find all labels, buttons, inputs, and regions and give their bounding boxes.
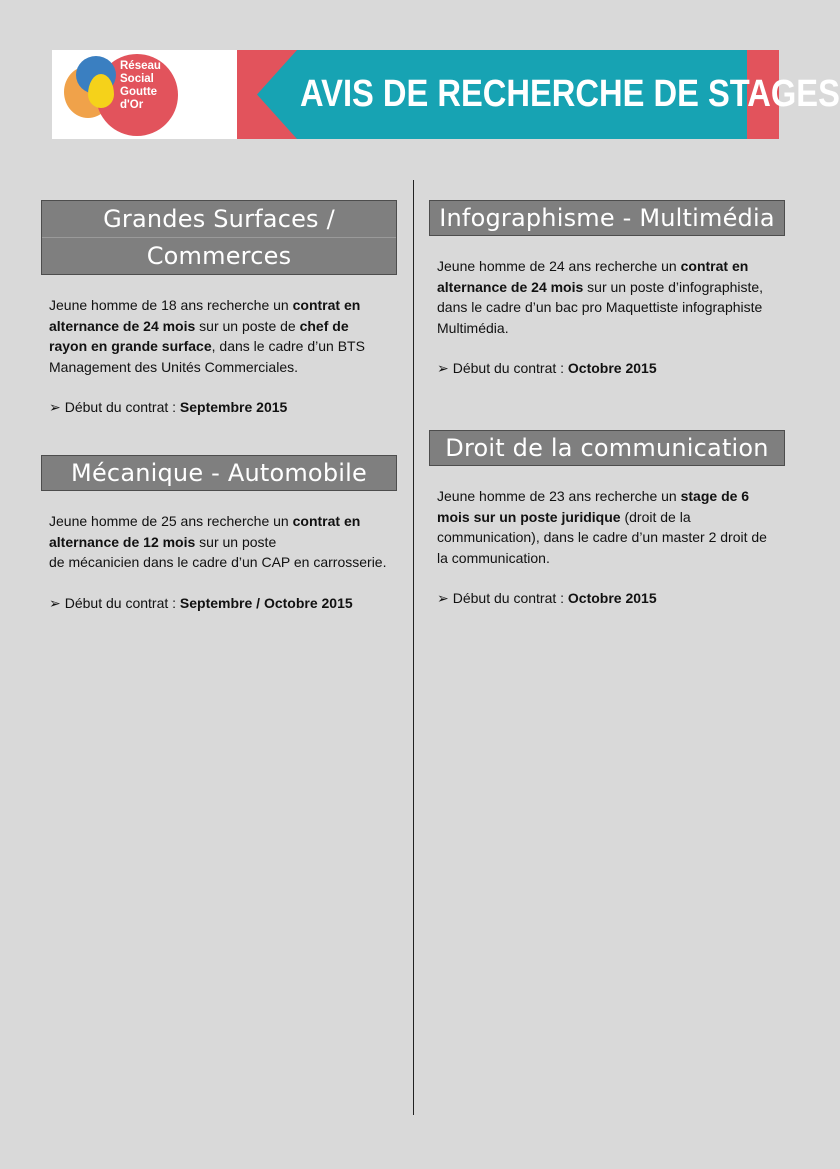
start-label: Début du contrat : <box>452 590 568 606</box>
text: Jeune homme de 24 ans recherche un <box>437 258 681 274</box>
arrow-bullet-icon: ➢ <box>437 590 449 606</box>
section-grandes-surfaces <box>41 200 397 417</box>
column-divider <box>413 180 414 1115</box>
start-date: Octobre 2015 <box>567 360 657 376</box>
arrow-bullet-icon: ➢ <box>437 360 449 376</box>
text: sur un poste <box>195 533 277 550</box>
text: Jeune homme de 25 ans recherche un <box>49 513 293 529</box>
logo-line: Goutte <box>120 86 158 98</box>
text: Jeune homme de 23 ans recherche un <box>437 488 681 504</box>
text: sur un poste de <box>195 317 300 334</box>
text: de mécanicien dans le cadre d’un CAP en carrosserie. <box>49 554 387 570</box>
text: (droit de la communication), dans le cadre d’un master 2 droit de la communication. <box>437 508 767 566</box>
section-title: Mécanique - Automobile <box>41 455 397 491</box>
section-title <box>41 200 397 275</box>
contract-type: contrat en alternance de 12 mois <box>49 513 361 550</box>
section-description <box>41 295 397 377</box>
section-title-line: Grandes Surfaces / <box>103 205 335 233</box>
section-description <box>429 256 785 338</box>
contract-start <box>41 397 397 417</box>
text: Jeune homme de 18 ans recherche un <box>49 297 293 313</box>
section-title: Infographisme - Multimédia <box>429 200 785 236</box>
start-date: Septembre / Octobre 2015 <box>179 594 353 611</box>
arrow-bullet-icon: ➢ <box>49 594 61 611</box>
start-label: Début du contrat : <box>64 594 180 611</box>
logo-drop-icon <box>88 74 114 108</box>
contract-start <box>41 593 397 613</box>
section-title: Droit de la communication <box>429 430 785 466</box>
logo-line: Social <box>120 73 154 85</box>
section-mecanique <box>41 455 397 613</box>
logo-line: d'Or <box>120 99 144 111</box>
contract-start <box>429 588 785 608</box>
start-label: Début du contrat : <box>452 360 568 376</box>
section-droit-communication <box>429 430 785 608</box>
start-label: Début du contrat : <box>64 399 180 415</box>
banner-title: AVIS DE RECHERCHE DE STAGES <box>300 73 840 115</box>
text: sur un poste d’infographiste, dans le cadre d’un bac pro Maquettiste infographiste Multimédia. <box>437 278 764 336</box>
section-description <box>429 486 785 568</box>
contract-type: contrat en alternance de 24 mois <box>49 297 361 334</box>
arrow-bullet-icon: ➢ <box>49 399 61 415</box>
contract-type: stage de 6 mois sur un poste juridique <box>437 488 750 525</box>
section-title-line: Commerces <box>42 237 396 274</box>
start-date: Septembre 2015 <box>179 399 288 415</box>
section-infographisme <box>429 200 785 378</box>
job-position: chef de rayon en grande surface <box>49 317 349 354</box>
logo-line: Réseau <box>120 60 161 72</box>
contract-start <box>429 358 785 378</box>
section-description <box>41 511 397 573</box>
contract-type: contrat en alternance de 24 mois <box>437 258 749 295</box>
text: , dans le cadre d’un BTS Management des Unités Commerciales. <box>49 338 365 375</box>
start-date: Octobre 2015 <box>567 590 657 606</box>
reseau-social-logo <box>62 52 202 136</box>
logo-text <box>120 60 176 112</box>
header-banner <box>52 50 840 139</box>
